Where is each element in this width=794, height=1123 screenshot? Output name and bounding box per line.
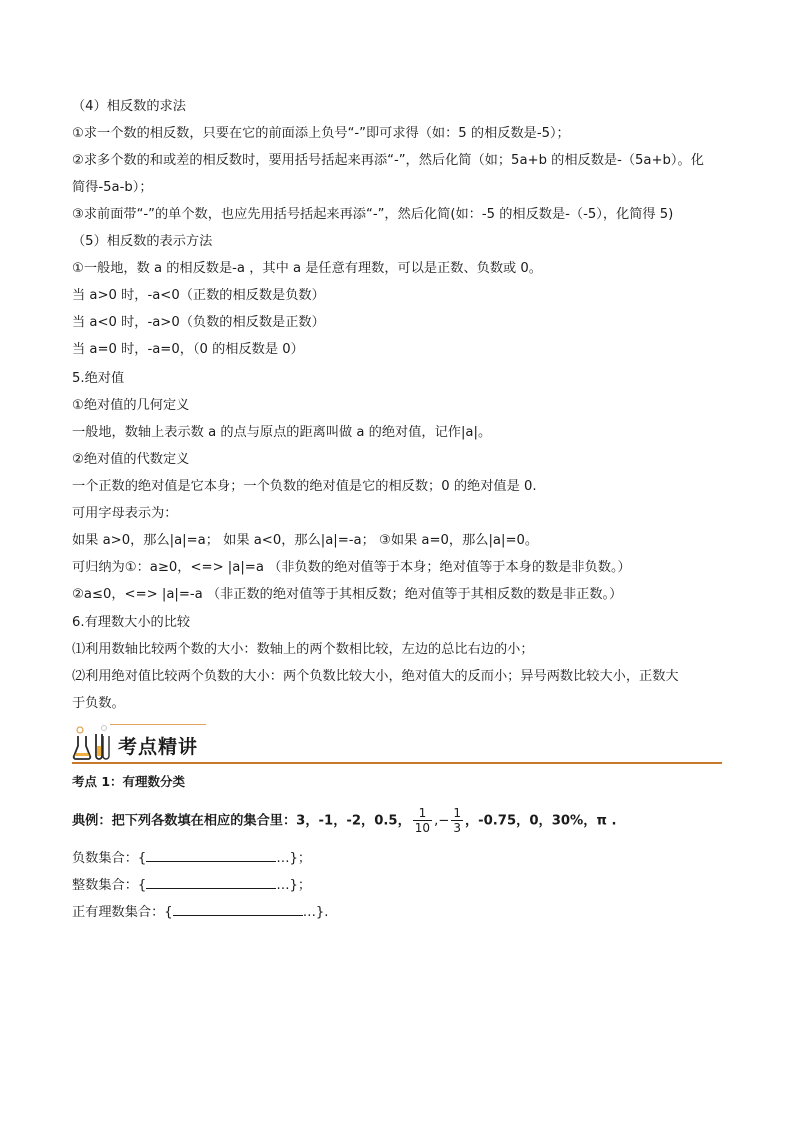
answer-blank[interactable] xyxy=(173,903,303,916)
text-line: 当 a<0 时，-a>0（负数的相反数是正数） xyxy=(72,315,325,330)
fraction-numerator: 1 xyxy=(453,806,461,820)
set-label: 负数集合：{ xyxy=(72,851,147,866)
text-line: ①一般地，数 a 的相反数是-a ，其中 a 是任意有理数，可以是正数、负数或 0。 xyxy=(72,261,542,276)
text-line: 于负数。 xyxy=(72,696,125,711)
header-accent-line xyxy=(110,724,206,725)
text-line: ②a≤0，<=> |a|=-a （非正数的绝对值等于其相反数；绝对值等于其相反数的数是非正数。） xyxy=(72,587,623,602)
kaodian-label: 考点 1：有理数分类 xyxy=(72,774,186,789)
text-line: ①求一个数的相反数，只要在它的前面添上负号“-”即可求得（如：5 的相反数是-5）； xyxy=(72,126,570,141)
answer-blank[interactable] xyxy=(146,849,276,862)
set-negative xyxy=(72,849,311,868)
text-line: 如果 a>0，那么|a|=a； 如果 a<0，那么|a|=-a； ③如果 a=0，那么|a|=0。 xyxy=(72,533,539,548)
example-text-1: 把下列各数填在相应的集合里：3，-1，-2，0.5， xyxy=(111,813,411,829)
text-line: 6.有理数大小的比较 xyxy=(72,615,191,630)
set-label: 整数集合：{ xyxy=(72,878,147,893)
set-positive-rational xyxy=(72,903,328,922)
text-line: 一般地，数轴上表示数 a 的点与原点的距离叫做 a 的绝对值，记作|a|。 xyxy=(72,425,492,440)
text-line: 简得-5a-b）； xyxy=(72,180,153,195)
text-line: （4）相反数的求法 xyxy=(72,99,186,114)
text-line: ⑵利用绝对值比较两个负数的大小：两个负数比较大小，绝对值大的反而小；异号两数比较大小，正数大 xyxy=(72,669,679,684)
section-title: 考点精讲 xyxy=(118,736,199,758)
text-line: ⑴利用数轴比较两个数的大小：数轴上的两个数相比较，左边的总比右边的小； xyxy=(72,642,534,657)
set-end: …}. xyxy=(302,905,329,920)
text-line: ②求多个数的和或差的相反数时，要用括号括起来再添“-”，然后化简（如；5a+b 的相反数是-（5a+b）。化 xyxy=(72,153,704,168)
fraction-numerator: 1 xyxy=(413,806,432,821)
set-end: …}； xyxy=(276,851,312,866)
text-line: 当 a>0 时，-a<0（正数的相反数是负数） xyxy=(72,288,325,303)
text-line: ①绝对值的几何定义 xyxy=(72,398,190,413)
text-line: 可用字母表示为： xyxy=(72,506,178,521)
set-label: 正有理数集合：{ xyxy=(72,905,173,920)
fraction-one-tenth xyxy=(413,806,432,835)
text-line: ③求前面带“-”的单个数，也应先用括号括起来再添“-”，然后化简(如：-5 的相反数是-（-5），化简得 5) xyxy=(72,207,674,222)
text-line: ②绝对值的代数定义 xyxy=(72,452,190,467)
set-end: …}； xyxy=(276,878,312,893)
example-line xyxy=(72,806,617,835)
example-text-2: ，-0.75，0，30%，π . xyxy=(464,813,617,829)
text-line: 5.绝对值 xyxy=(72,371,125,386)
example-prefix: 典例： xyxy=(72,813,112,829)
set-integer xyxy=(72,876,311,895)
section-header xyxy=(72,720,722,766)
section-divider xyxy=(72,762,722,764)
fraction-denominator: 10 xyxy=(414,821,431,835)
text-line: 一个正数的绝对值是它本身；一个负数的绝对值是它的相反数；0 的绝对值是 0. xyxy=(72,479,537,494)
text-line: （5）相反数的表示方法 xyxy=(72,234,213,249)
flask-icon xyxy=(72,722,112,762)
answer-blank[interactable] xyxy=(146,876,276,889)
fraction-separator: ,− xyxy=(434,813,450,829)
fraction-denominator: 3 xyxy=(453,821,461,835)
text-line: 可归纳为①：a≥0，<=> |a|=a （非负数的绝对值等于本身；绝对值等于本身的数是非负数。） xyxy=(72,560,631,575)
text-line: 当 a=0 时，-a=0，（0 的相反数是 0） xyxy=(72,342,304,357)
fraction-one-third xyxy=(451,806,463,835)
